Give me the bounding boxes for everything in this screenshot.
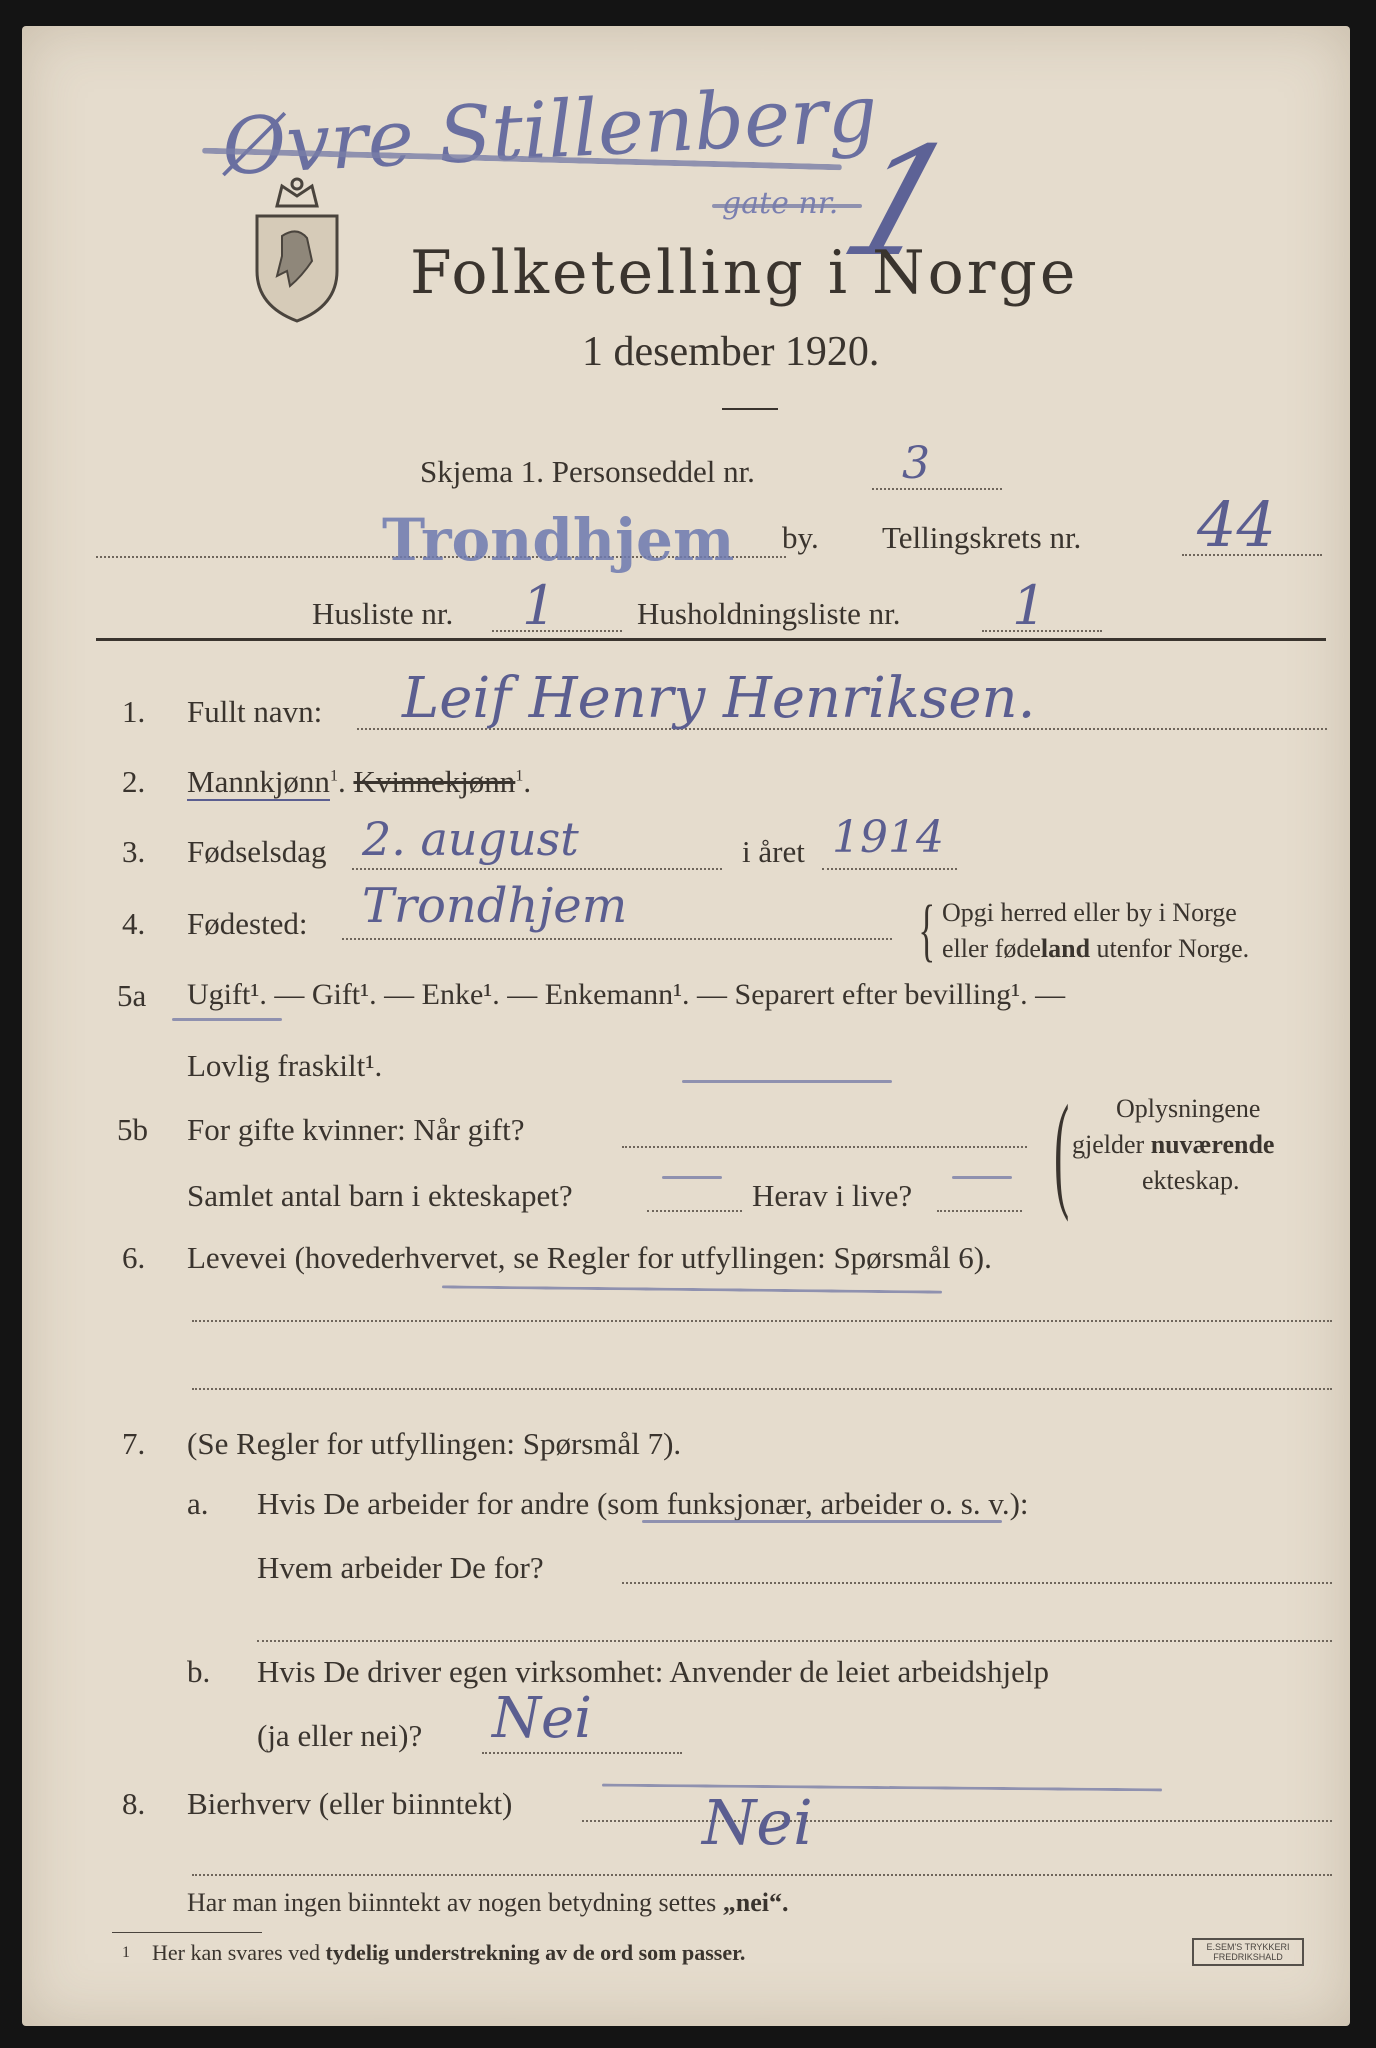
q2-number: 2. (122, 764, 146, 799)
footnote-marker: 1 (122, 1944, 130, 1961)
q7-number: 7. (122, 1426, 146, 1461)
q5b-note-line3: ekteskap. (1142, 1166, 1240, 1195)
suffix-strike-line (712, 204, 862, 208)
q7a-dots-line2 (257, 1640, 1332, 1642)
q8-note-a: Har man ingen biinntekt av nogen betydning settes (187, 1888, 723, 1917)
footnote-text-b: tydelig understrekning av de ord som passer. (325, 1940, 746, 1965)
q8-dots-line2 (192, 1874, 1332, 1876)
q7a-letter: a. (187, 1486, 209, 1521)
q3-year-label: i året (742, 834, 805, 869)
q5b-married-dots (622, 1146, 1027, 1148)
q6-number: 6. (122, 1240, 146, 1275)
header-divider (96, 638, 1326, 641)
footnote-divider (112, 1932, 262, 1933)
q5b-note2-a: gjelder (1072, 1130, 1151, 1159)
q6-dots-line1 (192, 1320, 1332, 1322)
q8-dots-line1 (582, 1820, 1332, 1822)
printer-mark (1192, 1938, 1304, 1966)
q3-label: Fødselsdag (187, 834, 327, 869)
schema-dots (872, 488, 1002, 490)
q4-note2-b: land (1040, 934, 1091, 963)
q6-label: Levevei (hovederhvervet, se Regler for utfyllingen: Spørsmål 6). (187, 1240, 992, 1275)
q1-label: Fullt navn: (187, 694, 323, 729)
q5b-children-dash (662, 1176, 722, 1179)
q8-number: 8. (122, 1786, 146, 1821)
q4-note2-a: eller føde (942, 934, 1041, 963)
q5b-alive-label: Herav i live? (752, 1178, 913, 1213)
q1-number: 1. (122, 694, 146, 729)
census-form-page (22, 26, 1350, 2026)
q7b-text: Hvis De driver egen virksomhet: Anvender de leiet arbeidshjelp (257, 1654, 1049, 1689)
q2-options (187, 764, 531, 800)
q2-female-option: Kvinnekjønn (353, 764, 516, 799)
q8-note-b: „nei“. (722, 1888, 789, 1917)
title-divider (722, 408, 778, 410)
q8-dash (602, 1784, 1162, 1792)
q5b-married-label: For gifte kvinner: Når gift? (187, 1112, 525, 1147)
q8-note (187, 1888, 789, 1918)
q5b-married-dash (682, 1080, 892, 1083)
krets-label: Tellingskrets nr. (882, 520, 1082, 555)
crossed-out-address: Øvre Stillenberg (220, 68, 880, 194)
krets-value: 44 (1197, 488, 1276, 561)
q8-value: Nei (702, 1786, 813, 1859)
q5b-alive-dots (937, 1210, 1022, 1212)
q3-year-value: 1914 (832, 812, 944, 863)
printer-line2: FREDRIKSHALD (1213, 1952, 1283, 1962)
census-date: 1 desember 1920. (582, 329, 880, 375)
q2-male-sup: 1 (329, 767, 338, 785)
q7b-value: Nei (492, 1686, 593, 1751)
husliste-dots (492, 630, 622, 632)
q3-number: 3. (122, 834, 146, 869)
q7b-dots (482, 1752, 682, 1754)
schema-label: Skjema 1. Personseddel nr. (420, 454, 755, 489)
q6-dots-line2 (192, 1388, 1332, 1390)
husholdning-value: 1 (1012, 574, 1047, 637)
q5b-children-label: Samlet antal barn i ekteskapet? (187, 1178, 573, 1213)
q4-note2-c: utenfor Norge. (1090, 934, 1250, 963)
q2-male-option: Mannkjønn (187, 764, 330, 799)
q5b-note2-b: nuværende (1150, 1130, 1275, 1159)
footnote-text-a: Her kan svares ved (152, 1940, 326, 1965)
q4-number: 4. (122, 906, 146, 941)
q5b-children-dots (647, 1210, 742, 1212)
q3-day-dots (352, 868, 722, 870)
q5a-number: 5a (117, 978, 147, 1013)
q4-value: Trondhjem (362, 878, 628, 934)
q4-note-line2 (942, 934, 1249, 964)
q4-brace: { (918, 892, 936, 969)
form-title: Folketelling i Norge (410, 238, 1079, 308)
printer-line1: E.SEM'S TRYKKERI (1206, 1942, 1290, 1952)
q5b-note-line1: Oplysningene (1116, 1094, 1261, 1123)
q4-note-line1: Opgi herred eller by i Norge (942, 898, 1237, 927)
husholdning-label: Husholdningsliste nr. (637, 596, 901, 631)
q7a-dots-line1 (622, 1582, 1332, 1584)
q5b-alive-dash (952, 1176, 1012, 1179)
q1-value-name: Leif Henry Henriksen. (402, 666, 1036, 731)
q5a-line2: Lovlig fraskilt¹. (187, 1048, 383, 1083)
husliste-value: 1 (522, 574, 557, 637)
city-stamp: Trondhjem (382, 506, 735, 574)
crossed-out-address-suffix: gate nr. (722, 186, 839, 221)
q4-label: Fødested: (187, 906, 308, 941)
q3-day-value: 2. august (362, 812, 579, 866)
q2-female-sup: 1 (515, 767, 524, 785)
q5b-note-line2 (1072, 1130, 1274, 1160)
footnote-text (152, 1940, 745, 1966)
q4-dots (342, 938, 892, 940)
q5b-number: 5b (117, 1112, 148, 1147)
city-suffix: by. (782, 520, 819, 555)
q7-label: (Se Regler for utfyllingen: Spørsmål 7). (187, 1426, 682, 1461)
husliste-label: Husliste nr. (312, 596, 454, 631)
schema-value: 3 (902, 438, 930, 489)
q6-dash (442, 1285, 942, 1293)
coat-of-arms-icon (242, 176, 352, 326)
q7a-question: Hvem arbeider De for? (257, 1550, 544, 1585)
q5a-underline (172, 1018, 282, 1021)
q5a-line1: Ugift¹. — Gift¹. — Enke¹. — Enkemann¹. — Separert efter bevilling¹. — (187, 978, 1066, 1011)
q7b-question: (ja eller nei)? (257, 1718, 423, 1753)
q7a-text: Hvis De arbeider for andre (som funksjonær, arbeider o. s. v.): (257, 1486, 1029, 1521)
q7b-letter: b. (187, 1654, 211, 1689)
q5b-brace: ( (1054, 1079, 1070, 1223)
q8-label: Bierhverv (eller biinntekt) (187, 1786, 513, 1821)
q7a-dash (642, 1520, 1002, 1523)
q2-end: . (523, 764, 532, 799)
crossed-out-number: 1 (823, 116, 976, 290)
q3-year-dots (822, 868, 957, 870)
q2-separator: . (337, 764, 346, 799)
